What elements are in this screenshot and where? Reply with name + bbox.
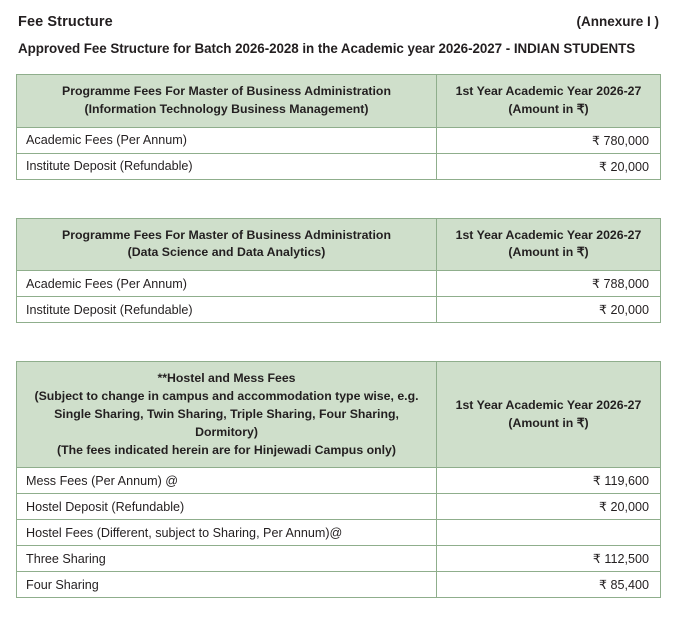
fee-item-label: Hostel Fees (Different, subject to Sharing, Per Annum)@: [17, 520, 437, 546]
fee-tables-container: [0, 74, 673, 598]
fee-table: [16, 74, 661, 180]
table-row: [17, 153, 661, 179]
document-header: [0, 14, 673, 30]
table-header-programme: [17, 218, 437, 271]
fee-table-block-0: [0, 74, 673, 180]
table-header-row: [17, 75, 661, 128]
table-row: [17, 297, 661, 323]
table-row: [17, 127, 661, 153]
fee-item-label: Institute Deposit (Refundable): [17, 153, 437, 179]
page-title: Fee Structure: [18, 14, 113, 30]
table-header-row: [17, 218, 661, 271]
table-header-line: (The fees indicated herein are for Hinjewadi Campus only): [57, 442, 396, 457]
table-row: [17, 520, 661, 546]
table-header-row: [17, 362, 661, 468]
table-row: [17, 468, 661, 494]
fee-item-label: Academic Fees (Per Annum): [17, 271, 437, 297]
table-header-line: (Data Science and Data Analytics): [127, 245, 326, 260]
fee-item-amount: ₹ 20,000: [437, 297, 661, 323]
fee-table-block-2: [0, 361, 673, 598]
fee-item-amount: ₹ 112,500: [437, 546, 661, 572]
fee-item-amount: ₹ 20,000: [437, 153, 661, 179]
table-header-programme: [17, 362, 437, 468]
fee-item-amount: ₹ 85,400: [437, 572, 661, 598]
fee-table: [16, 361, 661, 598]
table-header-line: (Amount in ₹): [508, 245, 589, 260]
fee-item-label: Institute Deposit (Refundable): [17, 297, 437, 323]
table-header-line: 1st Year Academic Year 2026-27: [455, 398, 642, 413]
table-row: [17, 572, 661, 598]
table-row: [17, 546, 661, 572]
fee-item-label: Four Sharing: [17, 572, 437, 598]
fee-structure-document: [0, 14, 673, 624]
table-header-line: Single Sharing, Twin Sharing, Triple Sharing, Four Sharing, Dormitory): [54, 406, 399, 439]
annexure-label: (Annexure I ): [576, 14, 659, 29]
fee-table-block-1: [0, 218, 673, 324]
table-header-programme: [17, 75, 437, 128]
fee-item-amount: ₹ 788,000: [437, 271, 661, 297]
fee-item-label: Hostel Deposit (Refundable): [17, 494, 437, 520]
table-header-amount: [437, 75, 661, 128]
table-header-line: (Amount in ₹): [508, 101, 589, 116]
fee-item-label: Mess Fees (Per Annum) @: [17, 468, 437, 494]
fee-item-amount: ₹ 780,000: [437, 127, 661, 153]
table-header-line: 1st Year Academic Year 2026-27: [455, 227, 642, 242]
table-row: [17, 271, 661, 297]
table-header-line: **Hostel and Mess Fees: [157, 371, 296, 386]
table-header-line: Programme Fees For Master of Business Administration: [62, 84, 391, 98]
table-header-line: (Amount in ₹): [508, 415, 589, 430]
document-subtitle: Approved Fee Structure for Batch 2026-2028 in the Academic year 2026-2027 - INDIAN STUDENTS: [18, 41, 636, 56]
fee-item-amount: ₹ 119,600: [437, 468, 661, 494]
fee-item-amount: ₹ 20,000: [437, 494, 661, 520]
table-header-line: 1st Year Academic Year 2026-27: [455, 84, 642, 98]
fee-item-amount: [437, 520, 661, 546]
table-row: [17, 494, 661, 520]
fee-table: [16, 218, 661, 324]
fee-item-label: Three Sharing: [17, 546, 437, 572]
table-header-line: (Information Technology Business Management): [84, 101, 369, 116]
table-header-line: (Subject to change in campus and accommodation type wise, e.g.: [34, 389, 419, 404]
fee-item-label: Academic Fees (Per Annum): [17, 127, 437, 153]
table-header-amount: [437, 362, 661, 468]
table-header-line: Programme Fees For Master of Business Administration: [62, 227, 391, 242]
table-header-amount: [437, 218, 661, 271]
